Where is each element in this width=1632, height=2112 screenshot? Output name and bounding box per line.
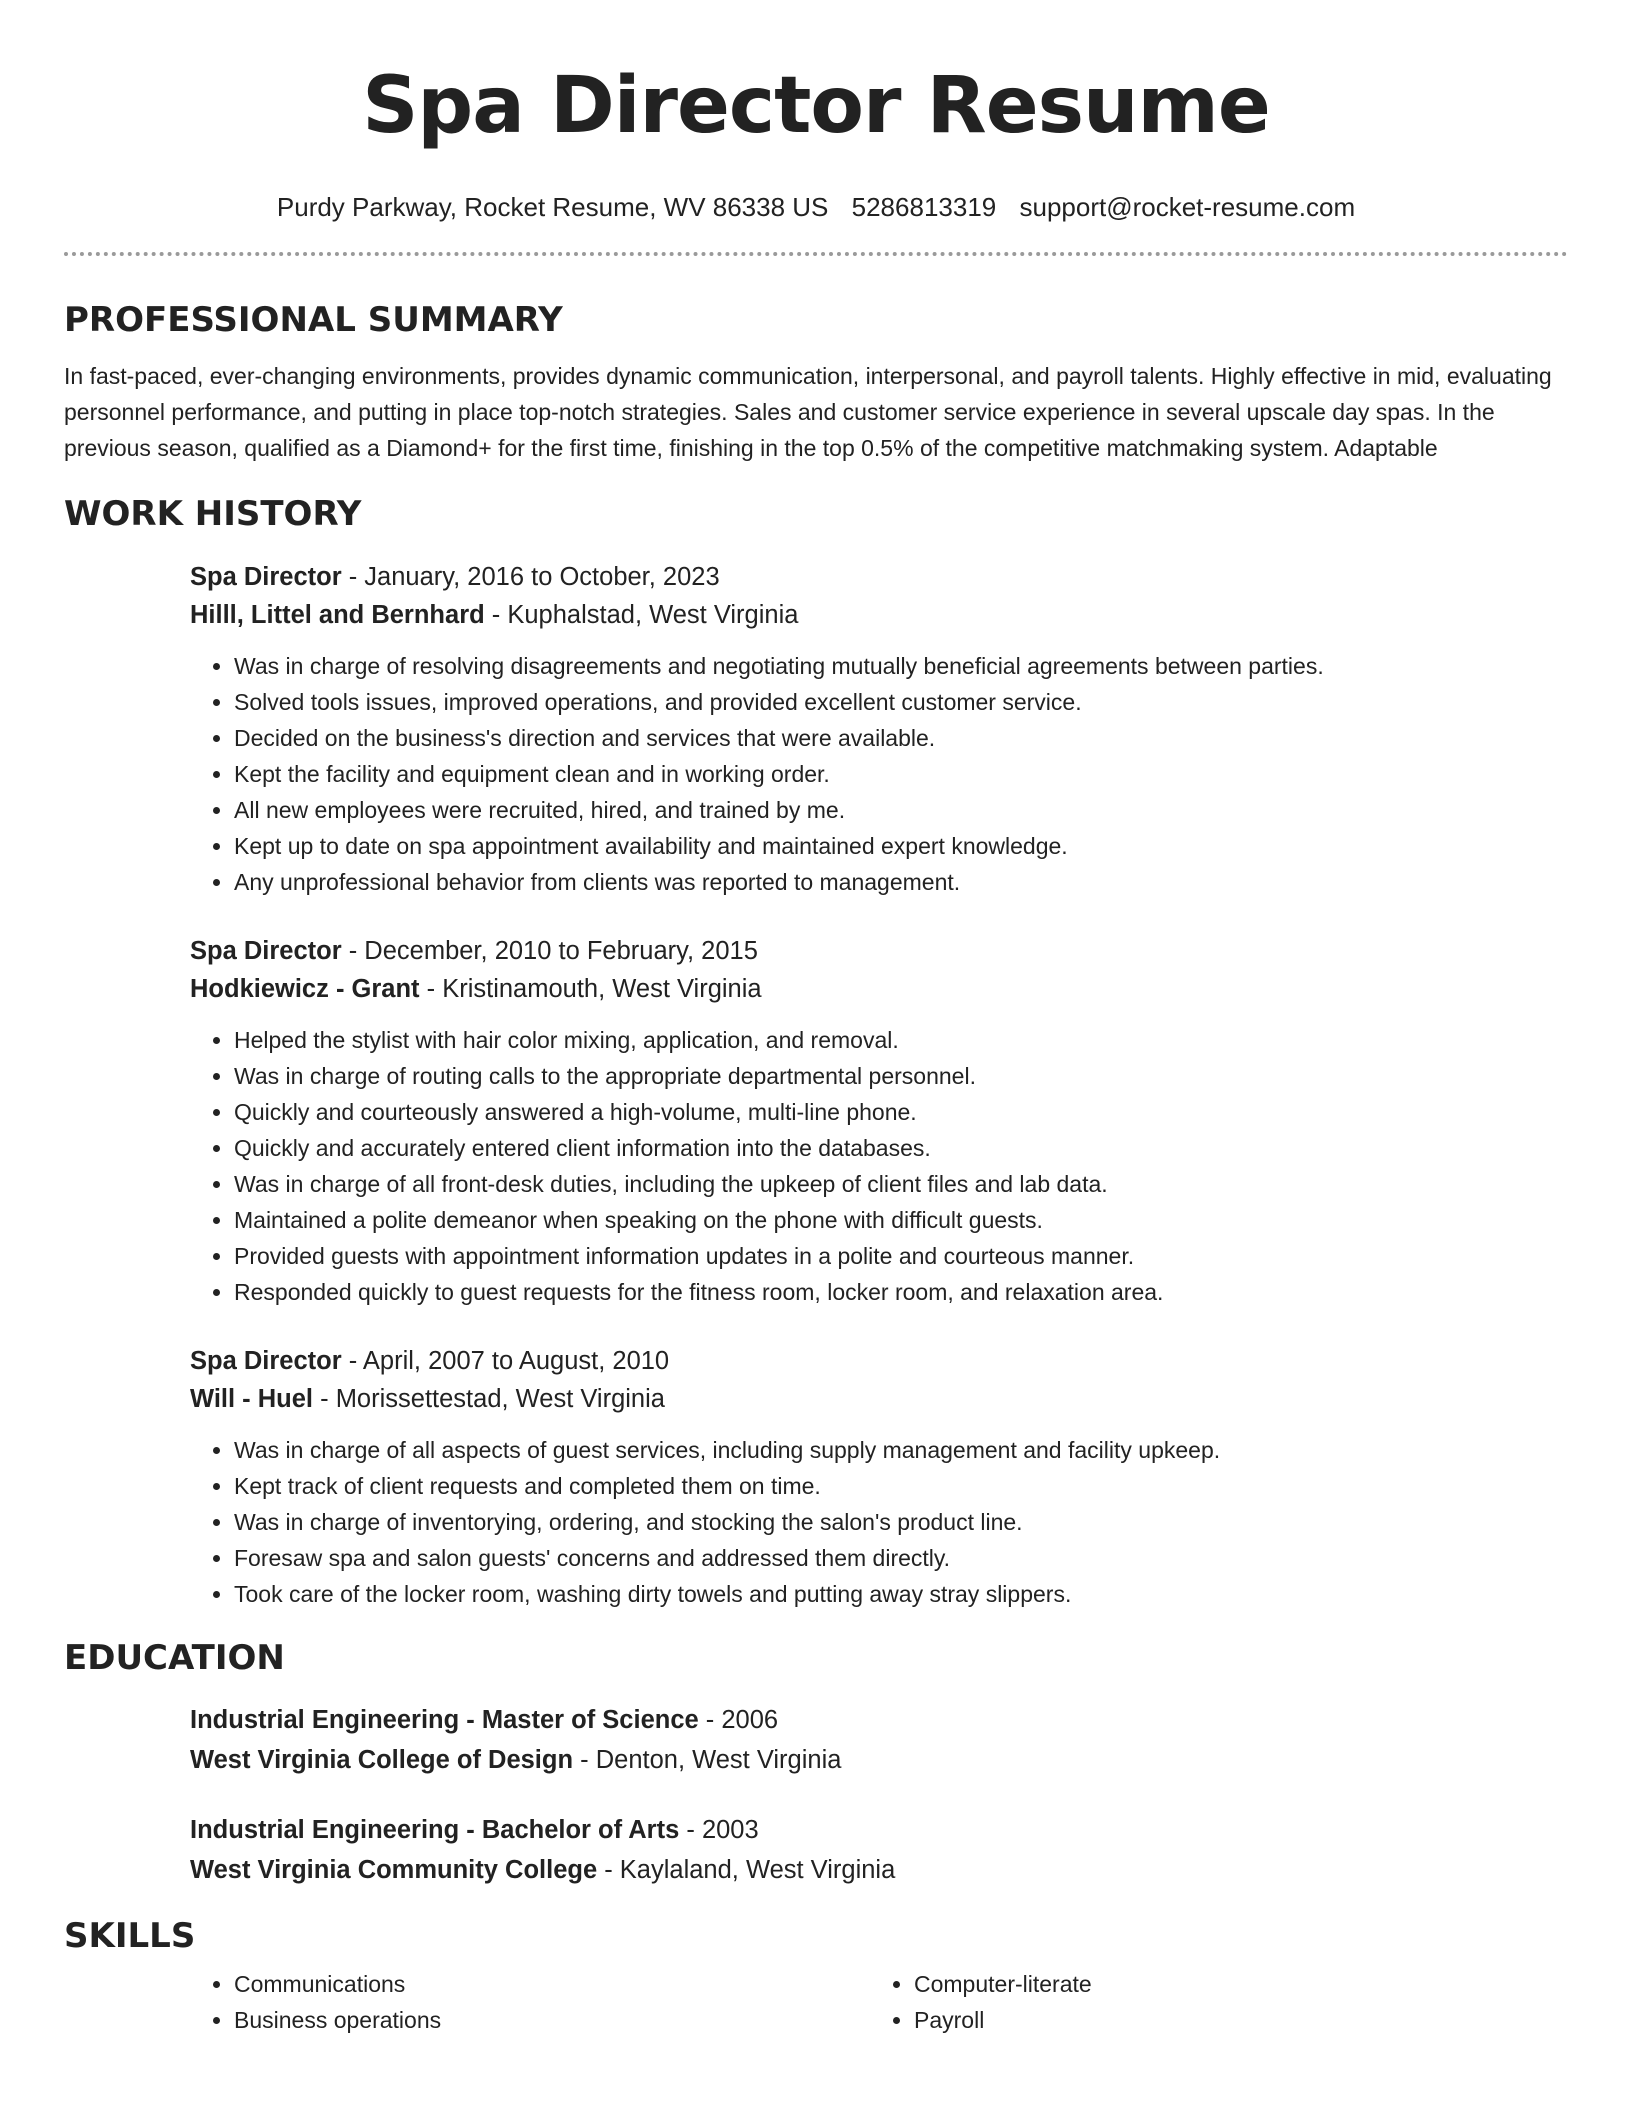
- list-item: • Was in charge of all front-desk duties, including the upkeep of client files and lab data.: [234, 1166, 1568, 1202]
- list-item: • Helped the stylist with hair color mixing, application, and removal.: [234, 1022, 1568, 1058]
- job-dates: - January, 2016 to October, 2023: [341, 563, 720, 591]
- list-item: • Responded quickly to guest requests for the fitness room, locker room, and relaxation area.: [234, 1274, 1568, 1310]
- list-item: • Was in charge of inventorying, ordering, and stocking the salon's product line.: [234, 1504, 1568, 1540]
- list-item: • Provided guests with appointment information updates in a polite and courteous manner.: [234, 1238, 1568, 1274]
- job-company: Will - Huel: [190, 1385, 314, 1413]
- summary-section: [64, 300, 1568, 466]
- education-heading: EDUCATION: [64, 1638, 285, 1678]
- work-section: [64, 494, 1568, 1612]
- list-item: • Quickly and courteously answered a high-volume, multi-line phone.: [234, 1094, 1568, 1130]
- job-company: Hodkiewicz - Grant: [190, 975, 420, 1003]
- degree-line: [190, 1700, 1568, 1740]
- summary-text: In fast-paced, ever-changing environments, provides dynamic communication, interpersonal, and payroll talents. Highly effective in mid, evaluating personnel performance, and putting in place top-notch strategies. Sales and customer service experience in several upscale day spas. In the previous season, qualified as a Diamond+ for the first time, finishing in the top 0.5% of the competitive matchmaking system. Adaptable: [64, 363, 1552, 461]
- job-entry: [190, 932, 1568, 1310]
- skill-item: • Computer-literate: [914, 1966, 1550, 2002]
- list-item: • Decided on the business's direction and services that were available.: [234, 720, 1568, 756]
- skill-item: • Payroll: [914, 2002, 1550, 2038]
- skill-item: • Communications: [234, 1966, 870, 2002]
- page-title: Spa Director Resume: [362, 61, 1270, 151]
- skills-list-left: [190, 1966, 870, 2038]
- work-heading: WORK HISTORY: [64, 494, 362, 534]
- degree-line: [190, 1810, 1568, 1850]
- job-dates: - December, 2010 to February, 2015: [341, 937, 758, 965]
- school: West Virginia Community College: [190, 1856, 598, 1884]
- school-line: [190, 1740, 1568, 1780]
- skill-item: • Business operations: [234, 2002, 870, 2038]
- list-item: • Kept up to date on spa appointment availability and maintained expert knowledge.: [234, 828, 1568, 864]
- skills-heading: SKILLS: [64, 1916, 196, 1956]
- skills-section: [64, 1916, 1568, 2038]
- contact-phone: 5286813319: [851, 192, 997, 222]
- job-entry: [190, 558, 1568, 900]
- summary-heading: PROFESSIONAL SUMMARY: [64, 300, 563, 340]
- job-company-line: [190, 1380, 1568, 1418]
- job-location: - Kuphalstad, West Virginia: [484, 601, 799, 629]
- job-location: - Morissettestad, West Virginia: [313, 1385, 665, 1413]
- contact-line: [64, 190, 1568, 224]
- job-bullets: [190, 1022, 1568, 1310]
- list-item: • Was in charge of resolving disagreements and negotiating mutually beneficial agreements between parties.: [234, 648, 1568, 684]
- degree: Industrial Engineering - Bachelor of Arts: [190, 1816, 680, 1844]
- school-location: - Kaylaland, West Virginia: [597, 1856, 896, 1884]
- list-item: • Was in charge of all aspects of guest services, including supply management and facility upkeep.: [234, 1432, 1568, 1468]
- list-item: • All new employees were recruited, hired, and trained by me.: [234, 792, 1568, 828]
- job-bullets: [190, 648, 1568, 900]
- degree: Industrial Engineering - Master of Science: [190, 1706, 699, 1734]
- list-item: • Maintained a polite demeanor when speaking on the phone with difficult guests.: [234, 1202, 1568, 1238]
- list-item: • Kept the facility and equipment clean and in working order.: [234, 756, 1568, 792]
- job-title-line: [190, 1342, 1568, 1380]
- job-title-line: [190, 558, 1568, 596]
- school: West Virginia College of Design: [190, 1746, 574, 1774]
- list-item: • Took care of the locker room, washing dirty towels and putting away stray slippers.: [234, 1576, 1568, 1612]
- list-item: • Was in charge of routing calls to the appropriate departmental personnel.: [234, 1058, 1568, 1094]
- education-entry: [190, 1810, 1568, 1890]
- list-item: • Any unprofessional behavior from clients was reported to management.: [234, 864, 1568, 900]
- skills-columns: [190, 1966, 1568, 2038]
- job-entry: [190, 1342, 1568, 1612]
- job-company: Hilll, Littel and Bernhard: [190, 601, 485, 629]
- job-bullets: [190, 1432, 1568, 1612]
- job-title: Spa Director: [190, 937, 342, 965]
- list-item: • Kept track of client requests and completed them on time.: [234, 1468, 1568, 1504]
- job-dates: - April, 2007 to August, 2010: [341, 1347, 670, 1375]
- resume-page: [64, 0, 1568, 2038]
- job-location: - Kristinamouth, West Virginia: [419, 975, 762, 1003]
- school-line: [190, 1850, 1568, 1890]
- job-company-line: [190, 970, 1568, 1008]
- list-item: • Solved tools issues, improved operations, and provided excellent customer service.: [234, 684, 1568, 720]
- job-title-line: [190, 932, 1568, 970]
- list-item: • Quickly and accurately entered client information into the databases.: [234, 1130, 1568, 1166]
- list-item: • Foresaw spa and salon guests' concerns and addressed them directly.: [234, 1540, 1568, 1576]
- contact-address: Purdy Parkway, Rocket Resume, WV 86338 US: [276, 192, 829, 222]
- school-location: - Denton, West Virginia: [573, 1746, 842, 1774]
- job-title: Spa Director: [190, 563, 342, 591]
- skills-list-right: [870, 1966, 1550, 2038]
- header-divider: [64, 252, 1568, 256]
- job-title: Spa Director: [190, 1347, 342, 1375]
- education-section: [64, 1638, 1568, 1890]
- degree-year: - 2006: [698, 1706, 779, 1734]
- contact-email: support@rocket-resume.com: [1019, 192, 1356, 222]
- degree-year: - 2003: [679, 1816, 759, 1844]
- job-company-line: [190, 596, 1568, 634]
- education-entry: [190, 1700, 1568, 1780]
